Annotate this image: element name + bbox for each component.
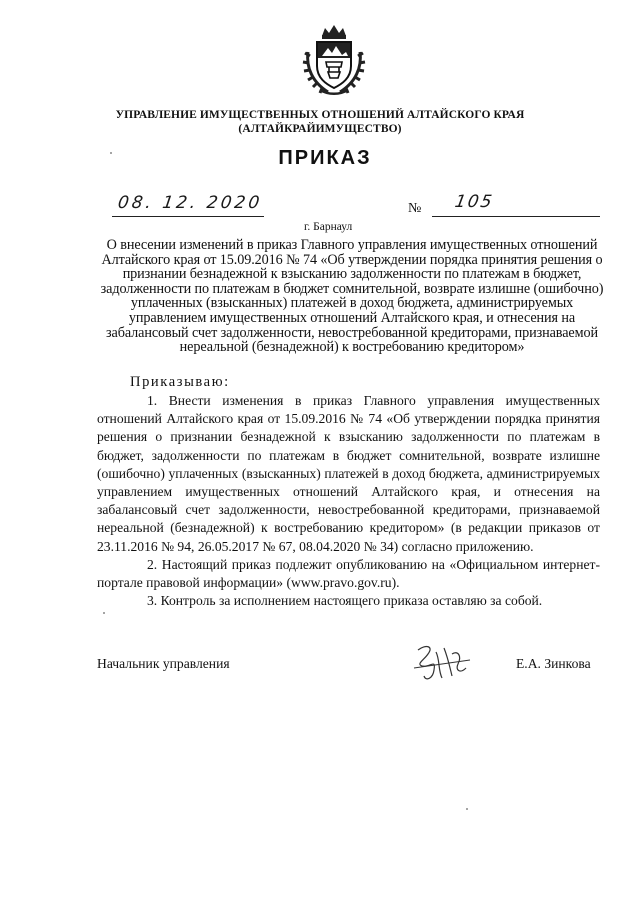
date-underline <box>112 216 264 217</box>
city: г. Барнаул <box>304 221 353 233</box>
order-word: Приказываю: <box>130 374 230 390</box>
order-item-2: 2. Настоящий приказ подлежит опубликованию на «Официальном интернет-портале правовой информации» (www.pravo.gov.ru). <box>97 556 600 591</box>
scan-speck <box>466 808 468 810</box>
document-type-heading: ПРИКАЗ <box>278 147 372 169</box>
coat-of-arms-icon <box>298 22 370 98</box>
organization-short-name: (АЛТАЙКРАЙИМУЩЕСТВО) <box>238 123 402 135</box>
order-body <box>97 392 600 610</box>
scan-speck <box>103 612 105 614</box>
number-label: № <box>408 201 422 216</box>
scan-speck <box>110 152 112 154</box>
handwritten-signature-icon <box>400 640 490 686</box>
order-title: О внесении изменений в приказ Главного управления имущественных отношений Алтайского края от 15.09.2016 № 74 «Об утверждении порядка принятия решения о признании безнадежной к взысканию задолженности по платежам в бюджет, задолженности по платежам в бюджет сомнительной, возврате излишне (ошибочно) уплаченных (взысканных) платежей в доход бюджета, администрируемых управлением имущественных отношений Алтайского края, и отнесения на забалансовый счет задолженности, невостребованной кредиторами, признаваемой нереальной (безнадежной) к востребованию кредитором» <box>100 237 604 356</box>
order-number: 105 <box>453 192 496 212</box>
order-item-1: 1. Внести изменения в приказ Главного управления имущественных отношений Алтайского края от 15.09.2016 № 74 «Об утверждении порядка принятия решения о признании безнадежной к взысканию задолженности по платежам в бюджет, задолженности по платежам в бюджет сомнительной, возврате излишне (ошибочно) уплаченных (взысканных) платежей в доход бюджета, администрируемых управлением имущественных отношений Алтайского края, и отнесения на забалансовый счет задолженности, невостребованной кредиторами, признаваемой нереальной (безнадежной) к востребованию кредитором» (в редакции приказов от 23.11.2016 № 94, 26.05.2017 № 67, 08.04.2020 № 34) согласно приложению. <box>97 393 600 554</box>
signatory-name: Е.А. Зинкова <box>516 656 591 671</box>
organization-name: УПРАВЛЕНИЕ ИМУЩЕСТВЕННЫХ ОТНОШЕНИЙ АЛТАЙСКОГО КРАЯ <box>115 109 525 121</box>
signatory-position: Начальник управления <box>97 656 230 671</box>
number-underline <box>432 216 600 217</box>
order-date: 08. 12. 2020 <box>116 193 264 213</box>
order-item-3: 3. Контроль за исполнением настоящего приказа оставляю за собой. <box>147 593 543 609</box>
